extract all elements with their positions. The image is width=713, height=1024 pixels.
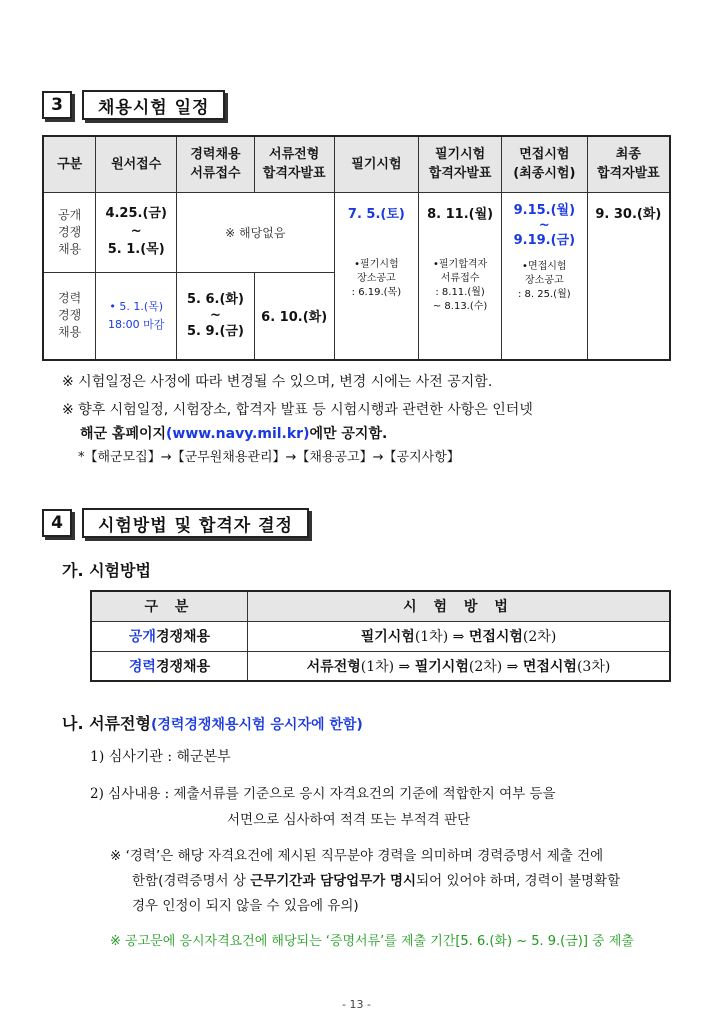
- method-open-steps: [247, 621, 670, 651]
- open-apply-cell: 4.25.(금) ~ 5. 1.(목): [96, 192, 177, 272]
- step-suffix: (2차): [522, 629, 557, 645]
- method-header-category: 구 분: [91, 591, 247, 621]
- open-label-blue: 공개: [128, 629, 156, 645]
- open-not-applicable: ※ 해당없음: [177, 192, 334, 272]
- interview-cell: [501, 192, 587, 360]
- step-interview: 면접시험: [522, 658, 577, 675]
- schedule-header-row: [43, 136, 670, 192]
- interview-date: 9.15.(월) ~ 9.19.(금): [513, 202, 576, 248]
- method-row-career: [91, 651, 670, 681]
- schedule-header: 최종 합격자발표: [587, 136, 670, 192]
- docs-heading-text: 나. 서류전형: [62, 714, 151, 733]
- page-number: - 13 -: [342, 998, 371, 1011]
- career-note-line3: 경우 인정이 되지 않을 수 있음에 유의): [132, 898, 359, 914]
- written-result-cell: [419, 192, 502, 360]
- career-apply-cell: • 5. 1.(목) 18:00 마감: [96, 272, 177, 360]
- step-suffix: (3차): [576, 658, 611, 675]
- written-result-date: 8. 11.(월): [427, 206, 494, 222]
- section-3-number: 3: [42, 91, 72, 119]
- schedule-row-open: [43, 192, 670, 272]
- method-career-steps: [247, 651, 670, 681]
- docs-item-1: 1) 심사기관 : 해군본부: [90, 749, 231, 765]
- method-career-label: [91, 651, 247, 681]
- open-label-rest: 경쟁채용: [155, 629, 211, 645]
- section-4-number: 4: [42, 509, 72, 537]
- navy-website-link[interactable]: (www.navy.mil.kr): [166, 426, 310, 442]
- method-header-method: 시 험 방 법: [247, 591, 670, 621]
- section-4-header: [42, 508, 309, 538]
- note-notice-line1: ※ 향후 시험일정, 시험장소, 합격자 발표 등 시험시행과 관련한 사항은 인터넷: [62, 402, 533, 418]
- step-written: 필기시험: [360, 629, 415, 645]
- schedule-header: 필기시험: [334, 136, 419, 192]
- schedule-header: 원서접수: [96, 136, 177, 192]
- row-label-open: 공개 경쟁 채용: [43, 192, 96, 272]
- step-suffix: (2차) ⇒: [468, 658, 523, 675]
- method-header-row: [91, 591, 670, 621]
- career-note-post: 되어 있어야 하며, 경력이 불명확할: [416, 873, 621, 889]
- section-3-header: [42, 90, 225, 120]
- schedule-table: [42, 135, 671, 361]
- docs-item-2-line1: 2) 심사내용 : 제출서류를 기준으로 응시 자격요건의 기준에 적합한지 여부 등을: [90, 786, 556, 802]
- note-homepage-suffix: 에만 공지함.: [309, 426, 388, 442]
- method-open-label: [91, 621, 247, 651]
- step-suffix: (1차) ⇒: [360, 658, 415, 675]
- submission-note: ※ 공고문에 응시자격요건에 해당되는 ‘증명서류’를 제출 기간[5. 6.(화) ~ 5. 9.(금)] 중 제출: [110, 934, 634, 949]
- schedule-header: 서류전형 합격자발표: [254, 136, 334, 192]
- row-label-career: 경력 경쟁 채용: [43, 272, 96, 360]
- note-notice-line2: [80, 424, 387, 444]
- written-exam-note: •필기시험 장소공고 : 6.19.(목): [351, 258, 402, 298]
- navigation-path: *【해군모집】→【군무원채용관리】→【채용공고】→【공지사항】: [78, 450, 460, 465]
- docs-heading: [62, 714, 363, 735]
- section-3-title: 채용시험 일정: [82, 90, 225, 120]
- final-result-date: 9. 30.(화): [587, 192, 670, 360]
- written-exam-cell: [334, 192, 419, 360]
- career-note-line1: ※ ‘경력’은 해당 자격요건에 제시된 직무분야 경력을 의미하며 경력증명서 제출 건에: [110, 848, 604, 864]
- career-note-pre: 한함(경력증명서 상: [132, 873, 251, 889]
- career-note-line2: [132, 871, 620, 891]
- method-row-open: [91, 621, 670, 651]
- interview-note: •면접시험 장소공고 : 8. 25.(월): [518, 260, 571, 300]
- step-docs: 서류전형: [306, 658, 361, 675]
- step-suffix: (1차) ⇒: [414, 629, 469, 645]
- career-label-rest: 경쟁채용: [155, 658, 211, 675]
- schedule-header: 필기시험 합격자발표: [419, 136, 502, 192]
- schedule-header: 경력채용 서류접수: [177, 136, 255, 192]
- docs-item-2-line2: 서면으로 심사하여 적격 또는 부적격 판단: [227, 812, 471, 828]
- career-note-emphasis: 근무기간과 담당업무가 명시: [250, 873, 417, 889]
- method-table: [90, 590, 671, 682]
- schedule-header: 면접시험 (최종시험): [501, 136, 587, 192]
- written-result-note: •필기합격자 서류접수 : 8.11.(월) ~ 8.13.(수): [432, 258, 488, 312]
- method-heading: 가. 시험방법: [62, 561, 151, 580]
- docs-heading-qualifier: (경력경쟁채용시험 응시자에 한함): [150, 717, 363, 733]
- note-homepage-text: 해군 홈페이지: [80, 426, 167, 442]
- section-4-title: 시험방법 및 합격자 결정: [82, 508, 309, 538]
- career-docs-result: 6. 10.(화): [254, 272, 334, 360]
- career-label-blue: 경력: [128, 658, 156, 675]
- step-written: 필기시험: [414, 658, 469, 675]
- schedule-header: 구분: [43, 136, 96, 192]
- note-schedule-change: ※ 시험일정은 사정에 따라 변경될 수 있으며, 변경 시에는 사전 공지함.: [62, 374, 493, 390]
- written-exam-date: 7. 5.(토): [347, 206, 405, 222]
- step-interview: 면접시험: [468, 629, 523, 645]
- career-docs-cell: 5. 6.(화) ~ 5. 9.(금): [177, 272, 255, 360]
